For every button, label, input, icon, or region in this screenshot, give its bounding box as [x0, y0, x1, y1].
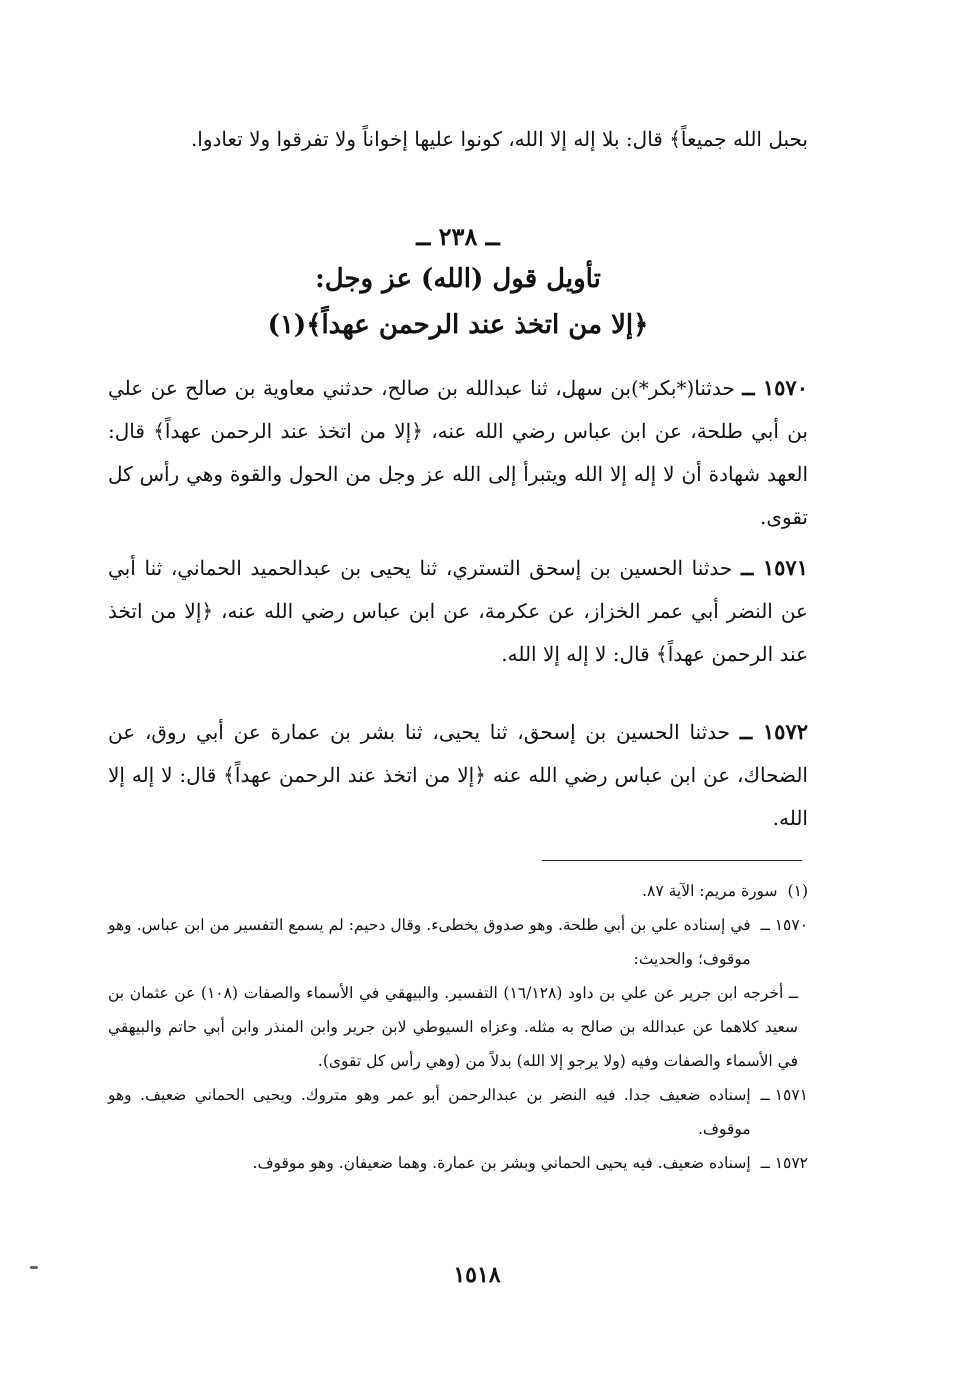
footnote-number — [798, 976, 808, 1078]
top-paragraph: بحبل الله جميعاً﴾ قال: بلا إله إلا الله، كونوا عليها إخواناً ولا تفرقوا ولا تعادوا. — [190, 127, 808, 151]
hadith-number: ١٥٧٢ ــ — [739, 719, 809, 744]
footnote-separator — [542, 860, 802, 861]
footnote-text: إسناده ضعيف جدا. فيه النضر بن عبدالرحمن أبو عمر وهو متروك. ويحيى الحماني ضعيف. وهو موقوف. — [108, 1086, 751, 1138]
page-number: ١٥١٨ — [453, 1262, 501, 1288]
hadith-number: ١٥٧٠ ــ — [742, 375, 808, 400]
footnote-text: سورة مريم: الآية ٨٧. — [642, 882, 778, 900]
footnote-item — [108, 1078, 808, 1146]
hadith-text: حدثنا الحسين بن إسحق التستري، ثنا يحيى بن عبدالحميد الحماني، ثنا أبي عن النضر أبي عمر الخزاز، عن عكرمة، عن ابن عباس رضي الله عنه، ﴿إلا من اتخذ عند الرحمن عهداً﴾ قال: لا إله إلا الله. — [108, 556, 808, 666]
footnote-item — [108, 908, 808, 976]
footnote-text: ــ أخرجه ابن جرير عن علي بن داود (١٦/١٢٨) التفسير. والبيهقي في الأسماء والصفات (١٠٨) عن عثمان بن سعيد كلاهما عن عبدالله بن صالح به مثله. وعزاه السيوطي لابن جرير وابن المنذر وابن أبي حاتم والبيهقي في الأسماء والصفات وفيه (ولا يرجو إلا الله) بدلاً من (وهي رأس كل تقوى). — [108, 984, 798, 1070]
scan-speck — [30, 1266, 38, 1269]
section-number: ــ ٢٣٨ ــ — [416, 222, 500, 251]
footnotes — [108, 874, 808, 1180]
footnote-text: إسناده ضعيف. فيه يحيى الحماني وبشر بن عمارة. وهما ضعيفان. وهو موقوف. — [252, 1154, 751, 1172]
footnote-number: ١٥٧٠ ــ — [760, 916, 808, 934]
footnote-text: في إسناده علي بن أبي طلحة. وهو صدوق يخطىء. وقال دحيم: لم يسمع التفسير من ابن عباس. وهو موقوف؛ والحديث: — [108, 916, 751, 968]
footnote-item — [108, 1146, 808, 1180]
hadith-text: حدثنا(*بكر*)بن سهل، ثنا عبدالله بن صالح، حدثني معاوية بن صالح عن علي بن أبي طلحة، عن ابن عباس رضي الله عنه، ﴿إلا من اتخذ عند الرحمن عهداً﴾ قال: العهد شهادة أن لا إله إلا الله ويتبرأ إلى الله عز وجل من الحول والقوة وهي رأس كل تقوى. — [108, 376, 808, 529]
hadith-number: ١٥٧١ ــ — [740, 555, 808, 580]
hadith-1570 — [108, 366, 808, 539]
footnote-item — [108, 874, 808, 908]
section-heading: تأويل قول (الله) عز وجل: — [315, 264, 601, 294]
footnote-number: ١٥٧١ ــ — [760, 1086, 808, 1104]
footnote-number: ١٥٧٢ ــ — [760, 1154, 808, 1172]
hadith-text: حدثنا الحسين بن إسحق، ثنا يحيى، ثنا بشر بن عمارة عن أبي روق، عن الضحاك، عن ابن عباس رضي الله عنه ﴿إلا من اتخذ عند الرحمن عهداً﴾ قال: لا إله إلا الله. — [108, 720, 808, 830]
section-heading-verse: ﴿إلا من اتخذ عند الرحمن عهداً﴾(١) — [267, 310, 649, 340]
hadith-1571 — [108, 546, 808, 676]
footnote-item — [108, 976, 808, 1078]
hadith-1572 — [108, 710, 808, 840]
footnote-number: (١) — [787, 882, 808, 900]
